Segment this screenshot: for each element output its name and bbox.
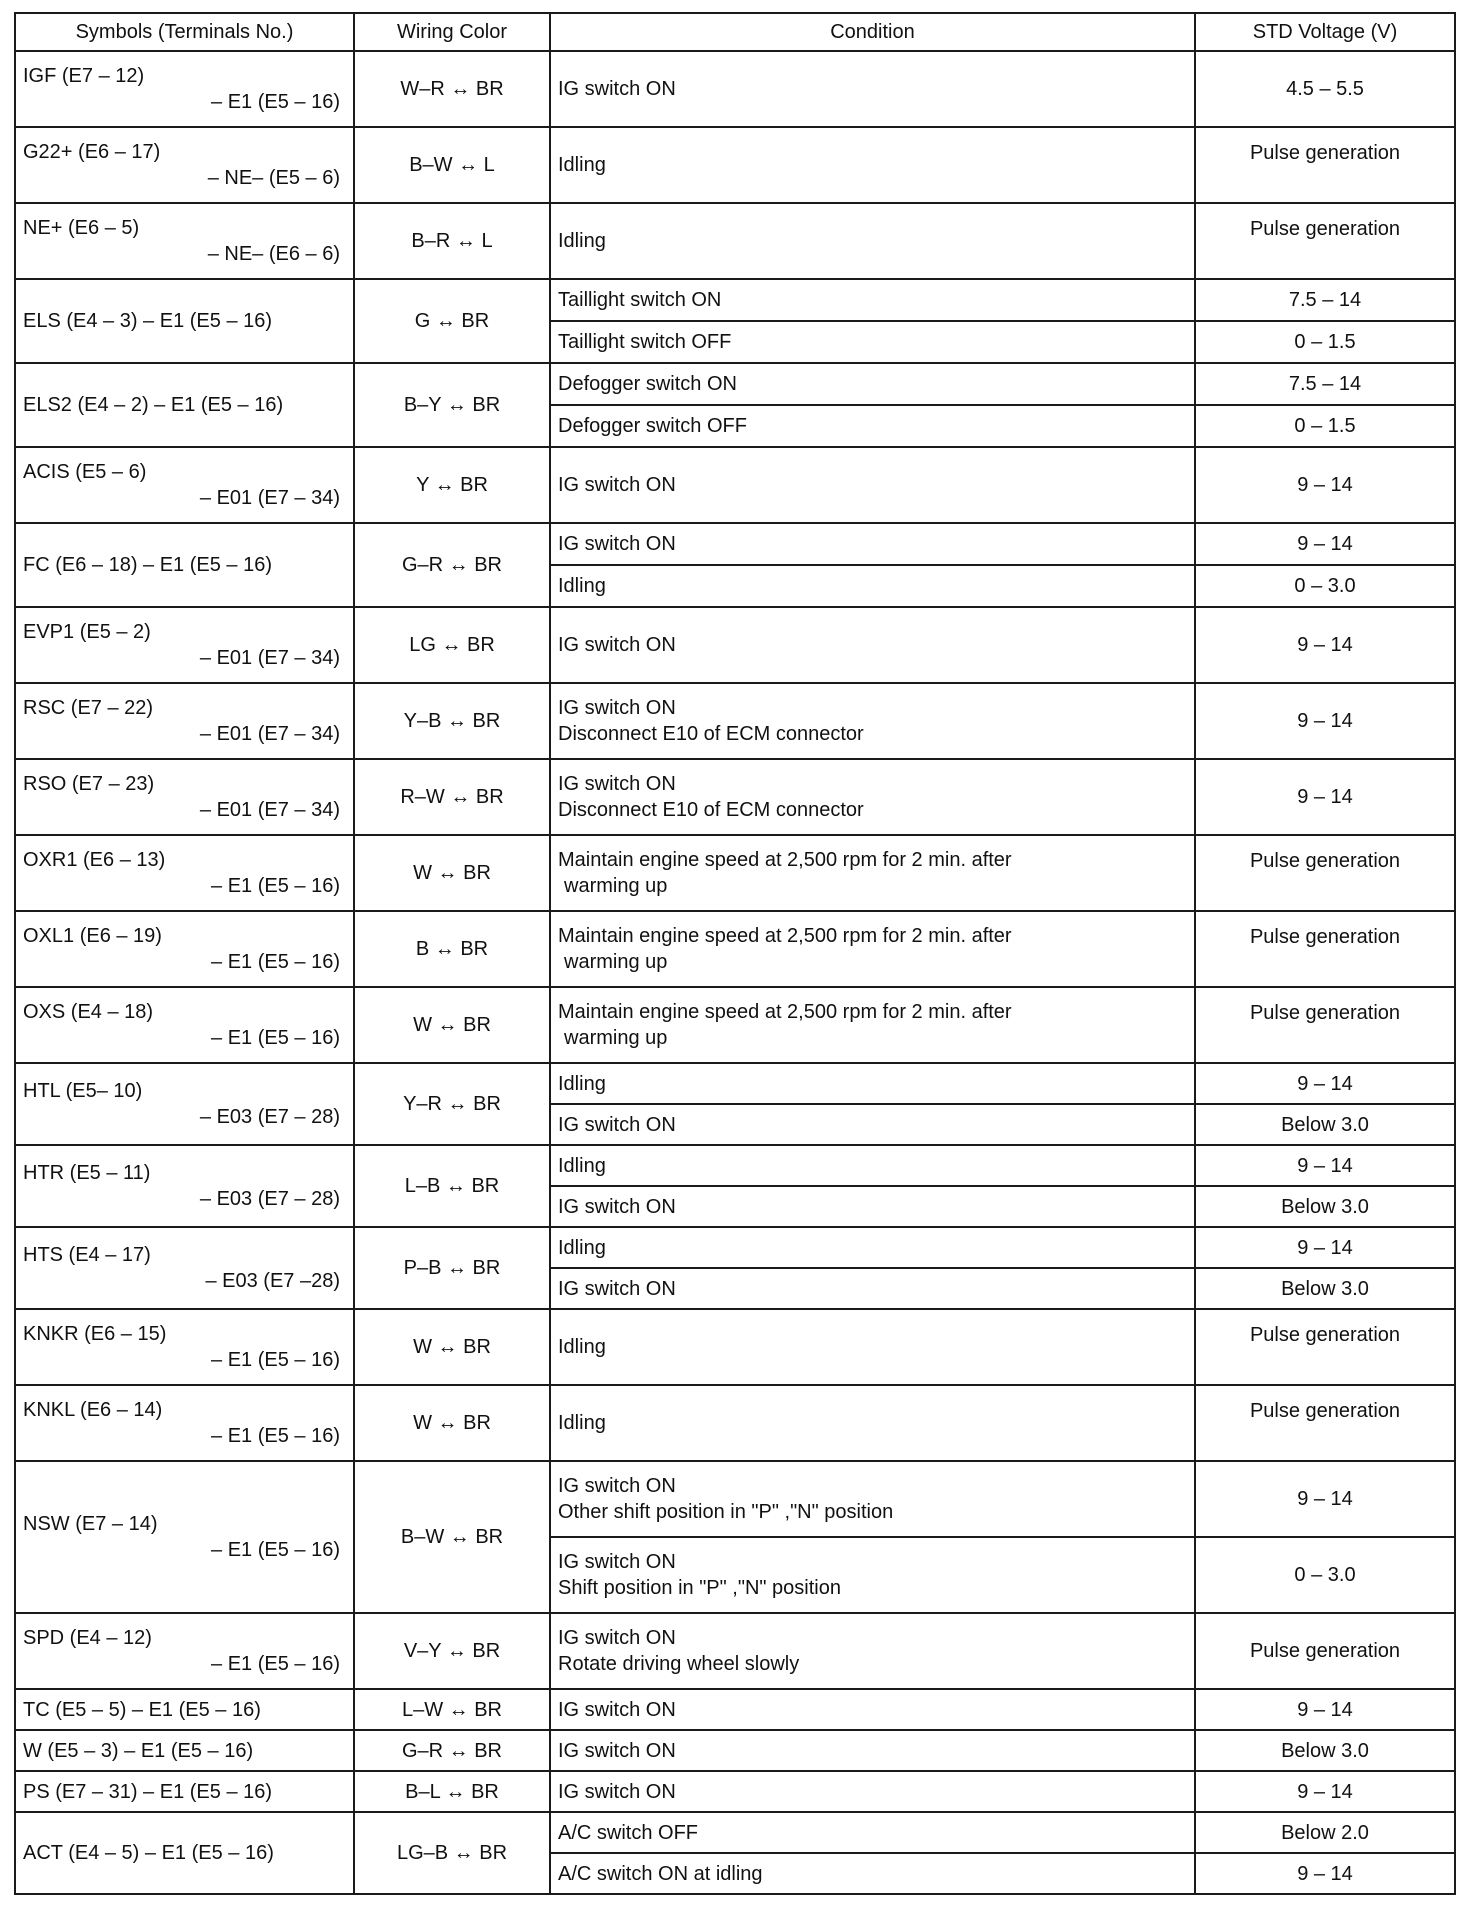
condition-cell (550, 1385, 1195, 1461)
table-row (15, 1613, 1455, 1689)
terminal-symbol: RSO (E7 – 23) (23, 773, 155, 795)
table-row (15, 1309, 1455, 1385)
terminal-ground: – E1 (E5 – 16) (211, 1349, 340, 1371)
std-voltage: Pulse generation (1195, 127, 1455, 203)
terminal-symbol-cell (15, 1309, 354, 1385)
condition-cell (550, 1853, 1195, 1894)
condition-cell (550, 1063, 1195, 1104)
terminal-symbol-cell (15, 1730, 354, 1771)
condition-text: Taillight switch ON (558, 289, 722, 311)
terminal-symbol-cell (15, 911, 354, 987)
condition-cell (550, 683, 1195, 759)
condition-cell (550, 759, 1195, 835)
terminal-symbol: NE+ (E6 – 5) (23, 217, 140, 239)
std-voltage: Below 3.0 (1195, 1730, 1455, 1771)
condition-text: Taillight switch OFF (558, 331, 732, 353)
terminal-symbol-cell (15, 759, 354, 835)
condition-text: Rotate driving wheel slowly (558, 1653, 800, 1675)
terminal-symbol-cell (15, 987, 354, 1063)
terminal-voltage-table (14, 12, 1456, 1895)
wiring-color: B–Y ↔ BR (354, 363, 550, 447)
wiring-color: G–R ↔ BR (354, 523, 550, 607)
condition-cell (550, 1309, 1195, 1385)
std-voltage: Below 3.0 (1195, 1104, 1455, 1145)
terminal-symbol: EVP1 (E5 – 2) (23, 621, 151, 643)
terminal-ground: – E03 (E7 – 28) (199, 1106, 340, 1128)
condition-text: Maintain engine speed at 2,500 rpm for 2 min. after (558, 849, 1012, 871)
condition-cell (550, 363, 1195, 405)
header-row (15, 13, 1455, 51)
condition-text: A/C switch ON at idling (558, 1862, 763, 1885)
std-voltage: 9 – 14 (1195, 447, 1455, 523)
terminal-symbol: TC (E5 – 5) – E1 (E5 – 16) (23, 1698, 261, 1721)
wiring-color: Y–B ↔ BR (354, 683, 550, 759)
condition-text: IG switch ON (558, 1551, 676, 1573)
condition-cell (550, 523, 1195, 565)
terminal-ground: – E03 (E7 – 28) (199, 1188, 340, 1210)
condition-cell (550, 279, 1195, 321)
wiring-color: Y–R ↔ BR (354, 1063, 550, 1145)
condition-text: warming up (564, 875, 668, 897)
std-voltage: 0 – 1.5 (1195, 321, 1455, 363)
table-row (15, 1689, 1455, 1730)
table-row (15, 523, 1455, 565)
condition-cell (550, 1104, 1195, 1145)
terminal-symbol-cell (15, 1689, 354, 1730)
condition-cell (550, 321, 1195, 363)
terminal-symbol-cell (15, 1613, 354, 1689)
wiring-color: W ↔ BR (354, 1385, 550, 1461)
condition-cell (550, 987, 1195, 1063)
condition-text: Idling (558, 575, 606, 597)
table-row (15, 1145, 1455, 1186)
terminal-symbol: RSC (E7 – 22) (23, 697, 154, 719)
terminal-symbol-cell (15, 1461, 354, 1613)
terminal-symbol: HTL (E5– 10) (23, 1080, 143, 1102)
wiring-color: W ↔ BR (354, 835, 550, 911)
condition-text: Maintain engine speed at 2,500 rpm for 2 min. after (558, 925, 1012, 947)
condition-cell (550, 1227, 1195, 1268)
wiring-color: B–R ↔ L (354, 203, 550, 279)
std-voltage: 9 – 14 (1195, 683, 1455, 759)
terminal-symbol-cell (15, 1227, 354, 1309)
std-voltage: 4.5 – 5.5 (1195, 51, 1455, 127)
table-row (15, 607, 1455, 683)
wiring-color: W–R ↔ BR (354, 51, 550, 127)
table-row (15, 51, 1455, 127)
terminal-symbol-cell (15, 447, 354, 523)
table-row (15, 1385, 1455, 1461)
header-wiring-color: Wiring Color (354, 13, 550, 51)
terminal-ground: – E1 (E5 – 16) (211, 1653, 340, 1675)
wiring-color: LG–B ↔ BR (354, 1812, 550, 1894)
terminal-ground: – NE– (E5 – 6) (207, 167, 340, 189)
std-voltage: Pulse generation (1195, 987, 1455, 1063)
std-voltage: 0 – 3.0 (1195, 565, 1455, 607)
terminal-ground: – E03 (E7 –28) (205, 1270, 340, 1292)
terminal-symbol: G22+ (E6 – 17) (23, 141, 161, 163)
condition-text: warming up (564, 951, 668, 973)
table-body (15, 51, 1455, 1894)
terminal-symbol: OXL1 (E6 – 19) (23, 925, 162, 947)
condition-cell (550, 1186, 1195, 1227)
terminal-symbol-cell (15, 1145, 354, 1227)
std-voltage: Below 3.0 (1195, 1186, 1455, 1227)
table-row (15, 911, 1455, 987)
table-row (15, 1063, 1455, 1104)
condition-text: Defogger switch OFF (558, 415, 747, 437)
condition-text: Shift position in "P" ,"N" position (558, 1577, 841, 1599)
terminal-symbol-cell (15, 1771, 354, 1812)
condition-text: Disconnect E10 of ECM connector (558, 723, 864, 745)
table-row (15, 127, 1455, 203)
std-voltage: 9 – 14 (1195, 759, 1455, 835)
table-row (15, 363, 1455, 405)
table-row (15, 447, 1455, 523)
wiring-color: B ↔ BR (354, 911, 550, 987)
terminal-symbol: ACT (E4 – 5) – E1 (E5 – 16) (23, 1842, 274, 1864)
terminal-symbol: ELS2 (E4 – 2) – E1 (E5 – 16) (23, 394, 284, 416)
terminal-symbol: HTR (E5 – 11) (23, 1162, 151, 1184)
terminal-symbol: NSW (E7 – 14) (23, 1513, 158, 1535)
table-row (15, 1771, 1455, 1812)
terminal-symbol: KNKL (E6 – 14) (23, 1399, 163, 1421)
terminal-symbol-cell (15, 363, 354, 447)
terminal-ground: – E01 (E7 – 34) (199, 723, 340, 745)
terminal-symbol-cell (15, 279, 354, 363)
terminal-symbol: SPD (E4 – 12) (23, 1627, 152, 1649)
condition-text: IG switch ON (558, 1277, 676, 1300)
terminal-symbol: OXS (E4 – 18) (23, 1001, 154, 1023)
terminal-symbol: ELS (E4 – 3) – E1 (E5 – 16) (23, 310, 273, 332)
wiring-color: G ↔ BR (354, 279, 550, 363)
condition-cell (550, 127, 1195, 203)
std-voltage: Pulse generation (1195, 1613, 1455, 1689)
condition-cell (550, 203, 1195, 279)
std-voltage: 0 – 3.0 (1195, 1537, 1455, 1613)
condition-cell (550, 911, 1195, 987)
header-condition: Condition (550, 13, 1195, 51)
std-voltage: 7.5 – 14 (1195, 279, 1455, 321)
condition-text: Defogger switch ON (558, 373, 737, 395)
condition-cell (550, 835, 1195, 911)
terminal-ground: – E1 (E5 – 16) (211, 951, 340, 973)
std-voltage: 9 – 14 (1195, 1461, 1455, 1537)
condition-cell (550, 1461, 1195, 1537)
wiring-color: W ↔ BR (354, 987, 550, 1063)
terminal-ground: – E1 (E5 – 16) (211, 91, 340, 113)
condition-text: Idling (558, 1412, 606, 1434)
condition-cell (550, 1268, 1195, 1309)
condition-text: Maintain engine speed at 2,500 rpm for 2 min. after (558, 1001, 1012, 1023)
terminal-symbol-cell (15, 607, 354, 683)
condition-cell (550, 405, 1195, 447)
std-voltage: 9 – 14 (1195, 1063, 1455, 1104)
wiring-color: R–W ↔ BR (354, 759, 550, 835)
table-row (15, 1227, 1455, 1268)
std-voltage: Below 3.0 (1195, 1268, 1455, 1309)
terminal-ground: – E1 (E5 – 16) (211, 1425, 340, 1447)
wiring-color: P–B ↔ BR (354, 1227, 550, 1309)
terminal-symbol: ACIS (E5 – 6) (23, 461, 147, 483)
std-voltage: 9 – 14 (1195, 1689, 1455, 1730)
std-voltage: 9 – 14 (1195, 1853, 1455, 1894)
terminal-ground: – E1 (E5 – 16) (211, 1027, 340, 1049)
condition-text: Idling (558, 1154, 606, 1177)
terminal-symbol: OXR1 (E6 – 13) (23, 849, 166, 871)
wiring-color: V–Y ↔ BR (354, 1613, 550, 1689)
std-voltage: 9 – 14 (1195, 523, 1455, 565)
std-voltage: 9 – 14 (1195, 1227, 1455, 1268)
terminal-symbol: KNKR (E6 – 15) (23, 1323, 167, 1345)
condition-text: Idling (558, 1336, 606, 1358)
condition-text: Idling (558, 1236, 606, 1259)
table-row (15, 835, 1455, 911)
condition-text: Idling (558, 154, 606, 176)
wiring-color: B–W ↔ L (354, 127, 550, 203)
condition-text: Disconnect E10 of ECM connector (558, 799, 864, 821)
wiring-color: Y ↔ BR (354, 447, 550, 523)
condition-cell (550, 1771, 1195, 1812)
condition-text: Idling (558, 1072, 606, 1095)
condition-text: IG switch ON (558, 1113, 676, 1136)
header-std-voltage: STD Voltage (V) (1195, 13, 1455, 51)
std-voltage: 9 – 14 (1195, 607, 1455, 683)
table-row (15, 759, 1455, 835)
std-voltage: Pulse generation (1195, 1385, 1455, 1461)
wiring-color: G–R ↔ BR (354, 1730, 550, 1771)
table-row (15, 987, 1455, 1063)
condition-text: A/C switch OFF (558, 1821, 699, 1844)
wiring-color: L–B ↔ BR (354, 1145, 550, 1227)
condition-text: Idling (558, 230, 606, 252)
wiring-color: B–L ↔ BR (354, 1771, 550, 1812)
condition-text: IG switch ON (558, 697, 676, 719)
condition-cell (550, 1689, 1195, 1730)
terminal-symbol-cell (15, 1385, 354, 1461)
terminal-ground: – E01 (E7 – 34) (199, 487, 340, 509)
condition-text: IG switch ON (558, 773, 676, 795)
table-row (15, 1461, 1455, 1537)
terminal-symbol: FC (E6 – 18) – E1 (E5 – 16) (23, 554, 273, 576)
wiring-color: LG ↔ BR (354, 607, 550, 683)
table-row (15, 203, 1455, 279)
std-voltage: Pulse generation (1195, 911, 1455, 987)
wiring-color: B–W ↔ BR (354, 1461, 550, 1613)
condition-text: Other shift position in "P" ,"N" position (558, 1501, 894, 1523)
condition-cell (550, 51, 1195, 127)
terminal-symbol-cell (15, 51, 354, 127)
std-voltage: 9 – 14 (1195, 1145, 1455, 1186)
condition-text: IG switch ON (558, 1780, 676, 1803)
terminal-symbol: IGF (E7 – 12) (23, 65, 145, 87)
condition-cell (550, 565, 1195, 607)
condition-text: IG switch ON (558, 533, 676, 555)
terminal-ground: – E1 (E5 – 16) (211, 875, 340, 897)
condition-cell (550, 1145, 1195, 1186)
terminal-symbol: W (E5 – 3) – E1 (E5 – 16) (23, 1739, 254, 1762)
std-voltage: Pulse generation (1195, 203, 1455, 279)
condition-text: warming up (564, 1027, 668, 1049)
terminal-ground: – E01 (E7 – 34) (199, 647, 340, 669)
terminal-voltage-table-page (14, 12, 1454, 1914)
terminal-symbol-cell (15, 203, 354, 279)
std-voltage: 0 – 1.5 (1195, 405, 1455, 447)
condition-text: IG switch ON (558, 1195, 676, 1218)
terminal-symbol-cell (15, 1063, 354, 1145)
condition-cell (550, 607, 1195, 683)
condition-text: IG switch ON (558, 1627, 676, 1649)
table-row (15, 1730, 1455, 1771)
std-voltage: Pulse generation (1195, 1309, 1455, 1385)
terminal-symbol-cell (15, 127, 354, 203)
terminal-ground: – E1 (E5 – 16) (211, 1539, 340, 1561)
std-voltage: 7.5 – 14 (1195, 363, 1455, 405)
condition-cell (550, 1812, 1195, 1853)
table-row (15, 279, 1455, 321)
condition-text: IG switch ON (558, 474, 676, 496)
condition-cell (550, 1537, 1195, 1613)
std-voltage: 9 – 14 (1195, 1771, 1455, 1812)
condition-cell (550, 1730, 1195, 1771)
std-voltage: Below 2.0 (1195, 1812, 1455, 1853)
terminal-ground: – E01 (E7 – 34) (199, 799, 340, 821)
condition-cell (550, 447, 1195, 523)
condition-cell (550, 1613, 1195, 1689)
condition-text: IG switch ON (558, 1475, 676, 1497)
condition-text: IG switch ON (558, 78, 676, 100)
std-voltage: Pulse generation (1195, 835, 1455, 911)
wiring-color: W ↔ BR (354, 1309, 550, 1385)
terminal-symbol-cell (15, 683, 354, 759)
terminal-symbol-cell (15, 1812, 354, 1894)
terminal-symbol-cell (15, 835, 354, 911)
table-row (15, 683, 1455, 759)
wiring-color: L–W ↔ BR (354, 1689, 550, 1730)
table-row (15, 1812, 1455, 1853)
terminal-symbol: PS (E7 – 31) – E1 (E5 – 16) (23, 1780, 273, 1803)
condition-text: IG switch ON (558, 1739, 676, 1762)
terminal-ground: – NE– (E6 – 6) (207, 243, 340, 265)
terminal-symbol-cell (15, 523, 354, 607)
condition-text: IG switch ON (558, 634, 676, 656)
condition-text: IG switch ON (558, 1698, 676, 1721)
terminal-symbol: HTS (E4 – 17) (23, 1244, 151, 1266)
header-symbols: Symbols (Terminals No.) (15, 13, 354, 51)
